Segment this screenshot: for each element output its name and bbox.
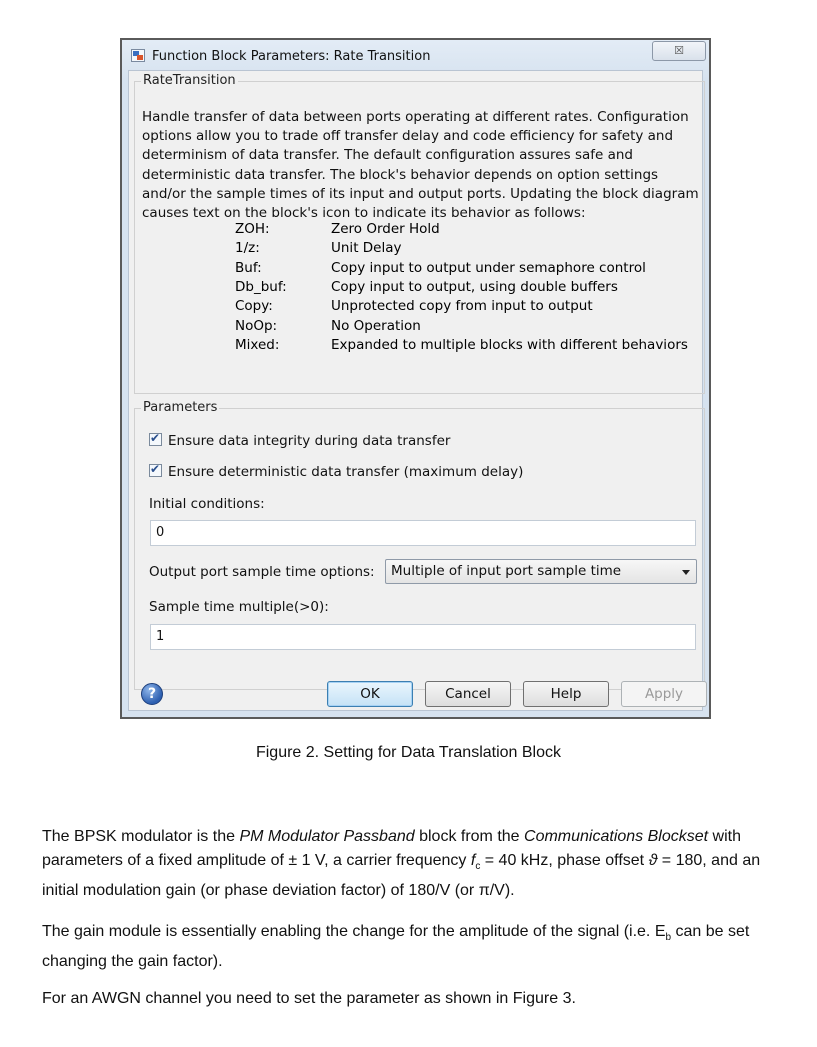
paragraph-gain-module	[42, 920, 792, 974]
code-key: ZOH:	[235, 221, 270, 237]
block-description-group	[134, 73, 705, 394]
dialog-title: Function Block Parameters: Rate Transition	[152, 49, 431, 64]
apply-button[interactable]: Apply	[621, 681, 707, 707]
checkmark-icon: ✔	[150, 431, 161, 445]
code-key: Copy:	[235, 298, 273, 315]
code-key: 1/z:	[235, 240, 260, 257]
parameters-group-label: Parameters	[143, 400, 218, 415]
ok-button[interactable]: OK	[327, 681, 413, 707]
ensure-deterministic-checkbox[interactable]	[149, 464, 162, 477]
code-value: Zero Order Hold	[331, 221, 440, 237]
cancel-button[interactable]: Cancel	[425, 681, 511, 707]
code-value: Copy input to output under semaphore control	[331, 259, 646, 276]
code-key: NoOp:	[235, 317, 278, 334]
chevron-down-icon	[682, 570, 690, 575]
close-icon: ☒	[674, 44, 684, 57]
simulink-block-icon	[131, 49, 145, 62]
ensure-integrity-checkbox-row[interactable]	[149, 433, 450, 449]
help-button[interactable]: Help	[523, 681, 609, 707]
p1-text-a: The BPSK modulator is the	[42, 828, 240, 845]
function-block-parameters-dialog	[120, 38, 711, 719]
phase-offset-symbol: ϑ	[648, 852, 658, 869]
output-port-sample-time-label: Output port sample time options:	[149, 564, 375, 580]
p2-text-a: The gain module is essentially enabling the change for the amplitude of the signal (i.e. E	[42, 923, 666, 940]
code-key: Mixed:	[235, 336, 280, 353]
pm-modulator-passband-term: PM Modulator Passband	[239, 828, 415, 845]
code-value: Unit Delay	[331, 240, 402, 257]
communications-blockset-term: Communications Blockset	[524, 828, 709, 845]
ensure-integrity-label: Ensure data integrity during data transfer	[168, 433, 451, 449]
eb-subscript: b	[665, 932, 672, 944]
sample-time-multiple-label: Sample time multiple(>0):	[149, 599, 329, 615]
p2-text-b: can be set changing the gain factor).	[42, 923, 750, 971]
p1-text-c: block from the	[414, 828, 525, 845]
block-description	[142, 108, 699, 223]
dialog-body	[128, 70, 703, 711]
output-port-sample-time-select[interactable]	[385, 559, 697, 584]
p1-text-e: with parameters of a fixed amplitude of ± 1 V, a carrier frequency	[42, 828, 741, 869]
parameters-group	[134, 400, 705, 690]
code-value: No Operation	[331, 317, 421, 334]
code-value: Unprotected copy from input to output	[331, 298, 593, 315]
carrier-frequency-symbol: f	[470, 852, 476, 869]
code-value: Copy input to output, using double buffers	[331, 278, 618, 295]
initial-conditions-input[interactable]: 0	[150, 520, 696, 546]
p1-text-g: = 40 kHz, phase offset	[480, 852, 649, 869]
ensure-deterministic-label: Ensure deterministic data transfer (maximum delay)	[168, 464, 524, 480]
help-question-icon[interactable]: ?	[141, 683, 163, 705]
figure-caption: Figure 2. Setting for Data Translation Block	[255, 744, 562, 761]
paragraph-awgn-channel: For an AWGN channel you need to set the parameter as shown in Figure 3.	[42, 990, 576, 1007]
output-port-selected-value: Multiple of input port sample time	[391, 563, 622, 579]
block-group-label: RateTransition	[143, 73, 236, 88]
p1-text-i: = 180, and an initial modulation gain (or phase deviation factor) of 180/V (or π/V).	[42, 852, 761, 900]
code-key: Db_buf:	[235, 278, 287, 295]
initial-conditions-label: Initial conditions:	[149, 496, 265, 512]
checkmark-icon: ✔	[150, 462, 161, 476]
description-text: Handle transfer of data between ports operating at different rates. Configuration options allow you to trade off transfer delay and code efficiency for safety and determinism of data transfer. The default configuration assures safe and deterministic data transfer. The block's behavior depends on option settings and/or the sample times of its input and output ports. Updating the block diagram causes text on the block's icon to indicate its behavior as follows:	[142, 109, 699, 222]
ensure-integrity-checkbox[interactable]	[149, 433, 162, 446]
code-value: Expanded to multiple blocks with different behaviors	[331, 336, 688, 353]
code-key: Buf:	[235, 259, 262, 276]
close-button[interactable]	[652, 41, 706, 61]
paragraph-bpsk-modulator	[42, 825, 792, 903]
ensure-deterministic-checkbox-row[interactable]	[149, 464, 523, 480]
sample-time-multiple-input[interactable]: 1	[150, 624, 696, 650]
carrier-frequency-subscript: c	[475, 861, 481, 873]
title-bar	[122, 40, 709, 72]
